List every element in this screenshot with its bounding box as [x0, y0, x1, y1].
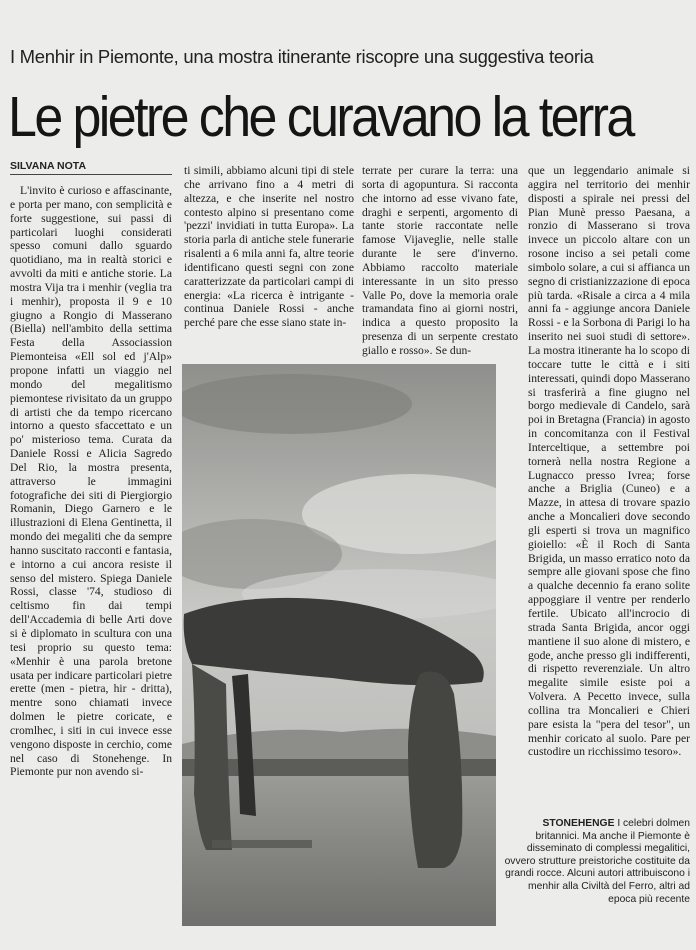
column-3-text: terrate per curare la terra: una sorta di agopuntura. Si racconta che intorno ad esse vivano fate, draghi e serpenti, argomento di tante storie raccontate nelle famose Vijaveglie, nelle stalle durante le sere d'inverno. Abbiamo raccolto materiale interessante in un sito presso Valle Po, dove la memoria orale tramandata fino ai giorni nostri, indica a questo proposito la presenza di un serpente crestato giallo e rosso». Se dun- [362, 164, 518, 357]
photo-caption [504, 818, 690, 906]
article-column-1 [10, 184, 172, 779]
article-column-4 [528, 164, 690, 759]
stone-base [212, 840, 312, 848]
byline-rule [10, 174, 172, 175]
standing-stone-left [192, 664, 232, 850]
kicker: I Menhir in Piemonte, una mostra itinerante riscopre una suggestiva teoria [10, 46, 594, 67]
column-1-text: L'invito è curioso e affascinante, e porta per mano, con semplicità e forte suggestione, sui passi di particolari luoghi considerati spesso comuni dallo sguardo quotidiano, ma in realtà storici e avvolti da miti e antiche storie. La mostra Vija tra i menhir (veglia tra i menhir), proposta il 9 e 10 giugno a Rongio di Masserano (Biella) nell'ambito della settima Festa della Associassion Piemonteisa «Ell sol ed j'Alp» propone infatti un viaggio nel mondo del megalitismo piemontese rivisitato da un gruppo di artisti che da tempo ricercano intorno a questo sfaccettato e un po' misterioso tema. Curata da Daniele Rossi e Alicia Sagredo Del Rio, la mostra presenta, attraverso le immagini fotografiche dei siti di Piergiorgio Romanin, Diego Garnero e le illustrazioni di Elena Gentinetta, il mondo dei megaliti che da sempre hanno suscitato racconti e fantasia, e intorno a cui ancora resiste il senso del mistero. Spiega Daniele Rossi, classe '74, studioso di celtismo fin dai tempi dell'Accademia di belle Arti dove si è diplomato in scultura con una tesi proprio su questo tema: «Menhir è una parola bretone usata per indicare particolari pietre erette (men - pietra, hir - dritta), mentre sono chiamati invece dolmen le pietre coricate, e cromlhec, i siti in cui invece esse vengono disposte in cerchio, come nel caso di Stonehenge. In Piemonte pur non avendo si- [10, 184, 172, 779]
caption-text: I celebri dolmen britannici. Ma anche il Piemonte è disseminato di complessi megalitici, ovvero strutture preistoriche costituite da grandi rocce. Alcuni autori attribuiscono i menhir alla Civiltà del Ferro, altri ad epoca più recente [504, 818, 690, 905]
dolmen-photo [182, 364, 496, 926]
byline: SILVANA NOTA [10, 160, 87, 172]
column-2-text: ti simili, abbiamo alcuni tipi di stele che arrivano fino a 4 metri di altezza, e che inserite nel nostro contesto alpino si presentano come 'pezzi' invidiati in tutta Europa». La storia parla di antiche stele funerarie risalenti a 6 mila anni fa, altre teorie identificano questi segni con zone caratterizzate da particolari campi di energia: «La ricerca è intrigante - continua Daniele Rossi - anche perché pare che esse siano state in- [184, 164, 354, 330]
standing-stone-right [408, 672, 462, 869]
column-4-text: que un leggendario animale si aggira nel territorio dei menhir disposti a spirale nei pressi del Pian Munè presso Paesana, a ronzio di Masserano si trova invece un piccolo altare con un rosone inciso a sei petali come simbolo solare, a cui si affianca un segno di cristianizzazione di epoca più tarda. «Risale a circa a 4 mila anni fa - aggiunge ancora Daniele Rossi - e la Sorbona di Parigi lo ha inserito nei suoi studi di settore». La mostra itinerante ha lo scopo di toccare tutte le città e i siti interessati, quindi dopo Masserano si trasferirà a fine giugno nel borgo medievale di Candelo, sarà poi in Bretagna (Francia) in agosto in concomitanza con il Festival Interceltique, a settembre poi tornerà nella nostra Regione a Lugnacco presso Ivrea; forse anche a Briglia (Cuneo) e a Mazze, in attesa di trovare spazio anche a Moncalieri dove secondo gli esperti si trova un magnifico gioiello: «È il Roch di Santa Brigida, un masso erratico noto da sempre alle giovani spose che fino a qualche decennio fa erano solite appoggiare il ventre per renderlo fertile. Ubicato all'incrocio di strada Santa Brigida, ancor oggi mantiene il suo alone di mistero, e gode, anche presso gli indifferenti, di rispetto reverenziale. Un altro megalite simile esiste poi a Volvera. A Pecetto invece, sulla collina tra Moncalieri e Chieri pare esista la "pera del tesor", un menhir coricato al suolo. Pare per custodire un ricchissimo tesoro». [528, 164, 690, 759]
headline: Le pietre che curavano la terra [8, 86, 633, 149]
caption-label: STONEHENGE [542, 818, 615, 829]
cloud [182, 374, 412, 434]
dolmen-illustration [182, 364, 496, 926]
article-column-2 [184, 164, 354, 330]
article-column-3 [362, 164, 518, 360]
